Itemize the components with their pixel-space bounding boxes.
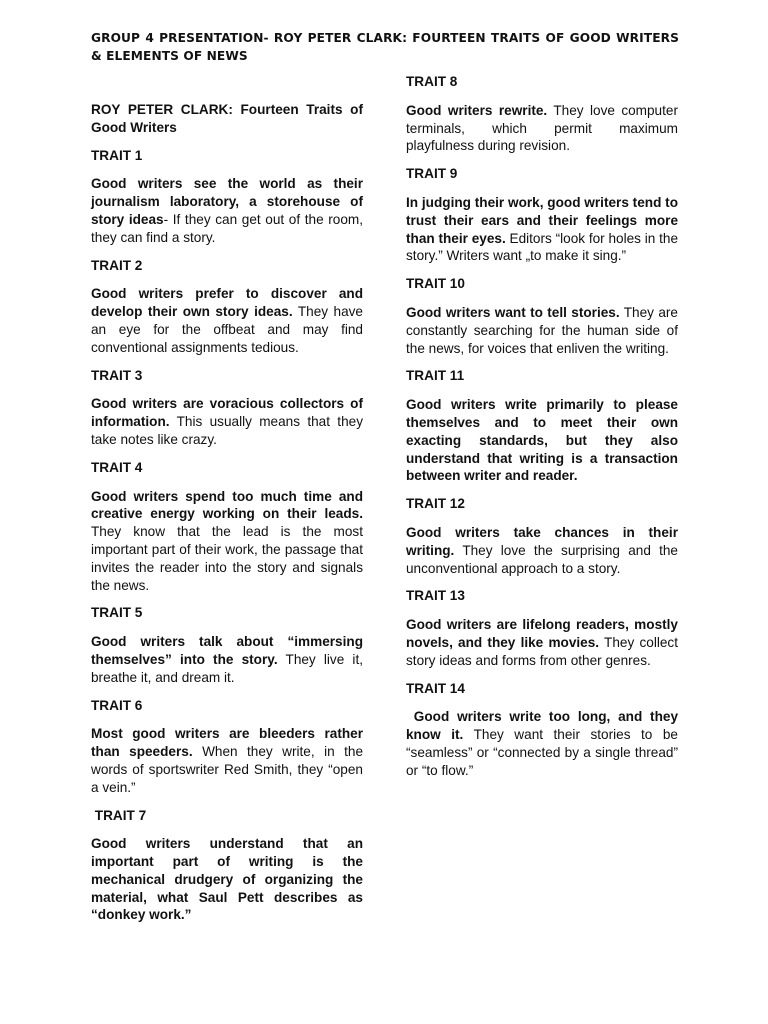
trait-emphasis: In judging their work, good writers tend to trust their ears and their feelings more than their eyes. (406, 194, 678, 246)
trait-emphasis: Good writers are voracious collectors of information. (91, 396, 363, 430)
trait-text (91, 835, 363, 924)
left-column (91, 101, 363, 934)
trait-emphasis: Good writers prefer to discover and develop their own story ideas. (91, 286, 363, 320)
trait-detail: Editors “look for holes in the story.” Writers want „to make it sing.” (406, 230, 679, 264)
trait-text (91, 725, 363, 796)
trait-7 (91, 807, 363, 925)
trait-text (91, 175, 363, 246)
trait-emphasis: Good writers want to tell stories. (406, 304, 620, 320)
trait-13 (406, 587, 678, 669)
trait-text (406, 616, 678, 669)
trait-detail: This usually means that they take notes like crazy. (91, 414, 363, 447)
trait-detail: They know that the lead is the most important part of their work, the passage that invites the reader into the story and signals the news. (91, 524, 363, 593)
trait-text (406, 708, 682, 779)
trait-label: TRAIT 2 (91, 257, 143, 273)
trait-14 (406, 680, 682, 780)
trait-2 (91, 257, 363, 357)
trait-emphasis: Good writers spend too much time and creative energy working on their leads. (91, 488, 363, 522)
trait-label: TRAIT 9 (406, 166, 458, 182)
trait-12 (406, 495, 678, 577)
document-title: ROY PETER CLARK: Fourteen Traits of Good Writers (91, 102, 363, 135)
trait-detail: They want their stories to be “seamless” or “connected by a single thread” or “to flow.” (406, 727, 678, 778)
trait-label: TRAIT 14 (406, 680, 465, 696)
right-column (406, 73, 682, 790)
trait-label: TRAIT 12 (406, 496, 465, 512)
trait-emphasis: Good writers take chances in their writing. (406, 524, 678, 558)
trait-text (91, 395, 363, 448)
trait-text (91, 488, 363, 595)
trait-emphasis: Good writers understand that an important part of writing is the mechanical drudgery of organizing the material, what Saul Pett describes as “donkey work.” (91, 836, 363, 923)
trait-1 (91, 147, 363, 247)
trait-detail: When they write, in the words of sportswriter Red Smith, they “open a vein.” (91, 744, 364, 795)
trait-text (91, 633, 363, 686)
trait-label: TRAIT 6 (91, 697, 143, 713)
trait-3 (91, 367, 363, 449)
trait-text (406, 194, 678, 265)
trait-emphasis: Good writers see the world as their journalism laboratory, a storehouse of story ideas (91, 176, 363, 227)
trait-detail: They live it, breathe it, and dream it. (91, 651, 363, 685)
trait-label: TRAIT 5 (91, 605, 143, 621)
page-header: GROUP 4 PRESENTATION- ROY PETER CLARK: FOURTEEN TRAITS OF GOOD WRITERS & ELEMENTS OF NEWS (91, 31, 679, 63)
trait-text (406, 396, 678, 485)
trait-text (406, 524, 678, 577)
trait-emphasis: Good writers are lifelong readers, mostly novels, and they like movies. (406, 617, 678, 650)
trait-emphasis: Most good writers are bleeders rather than speeders. (91, 726, 363, 760)
trait-emphasis: Good writers rewrite. (406, 102, 548, 118)
trait-label: TRAIT 8 (406, 74, 458, 89)
trait-5 (91, 604, 363, 686)
trait-emphasis: Good writers write primarily to please themselves and to meet their own exacting standards, but they also understand that writing is a transaction between writer and reader. (406, 397, 678, 484)
trait-8 (406, 73, 678, 155)
trait-label: TRAIT 4 (91, 459, 143, 475)
trait-text (406, 304, 678, 357)
trait-text (91, 285, 363, 356)
trait-4 (91, 459, 363, 595)
trait-label: TRAIT 1 (91, 147, 143, 163)
trait-6 (91, 697, 363, 797)
trait-label: TRAIT 3 (91, 367, 143, 383)
trait-label: TRAIT 11 (406, 368, 465, 384)
trait-text (406, 102, 678, 155)
trait-9 (406, 165, 678, 265)
trait-detail: - If they can get out of the room, they can find a story. (91, 211, 364, 245)
trait-detail: They collect story ideas and forms from other genres. (406, 634, 678, 668)
trait-11 (406, 367, 678, 485)
trait-10 (406, 275, 678, 357)
trait-emphasis: Good writers talk about “immersing themselves” into the story. (91, 634, 363, 667)
trait-emphasis: Good writers write too long, and they know it. (406, 709, 682, 743)
trait-detail: They love the surprising and the unconventional approach to a story. (406, 542, 678, 576)
trait-label: TRAIT 10 (406, 276, 465, 292)
trait-detail: They have an eye for the offbeat and may find conventional assignments tedious. (91, 304, 363, 355)
trait-label: TRAIT 13 (406, 588, 465, 604)
trait-detail: They are constantly searching for the human side of the news, for voices that enliven the writing. (406, 304, 678, 356)
trait-label: TRAIT 7 (91, 807, 147, 823)
trait-detail: They love computer terminals, which permit maximum playfulness during revision. (406, 102, 678, 154)
